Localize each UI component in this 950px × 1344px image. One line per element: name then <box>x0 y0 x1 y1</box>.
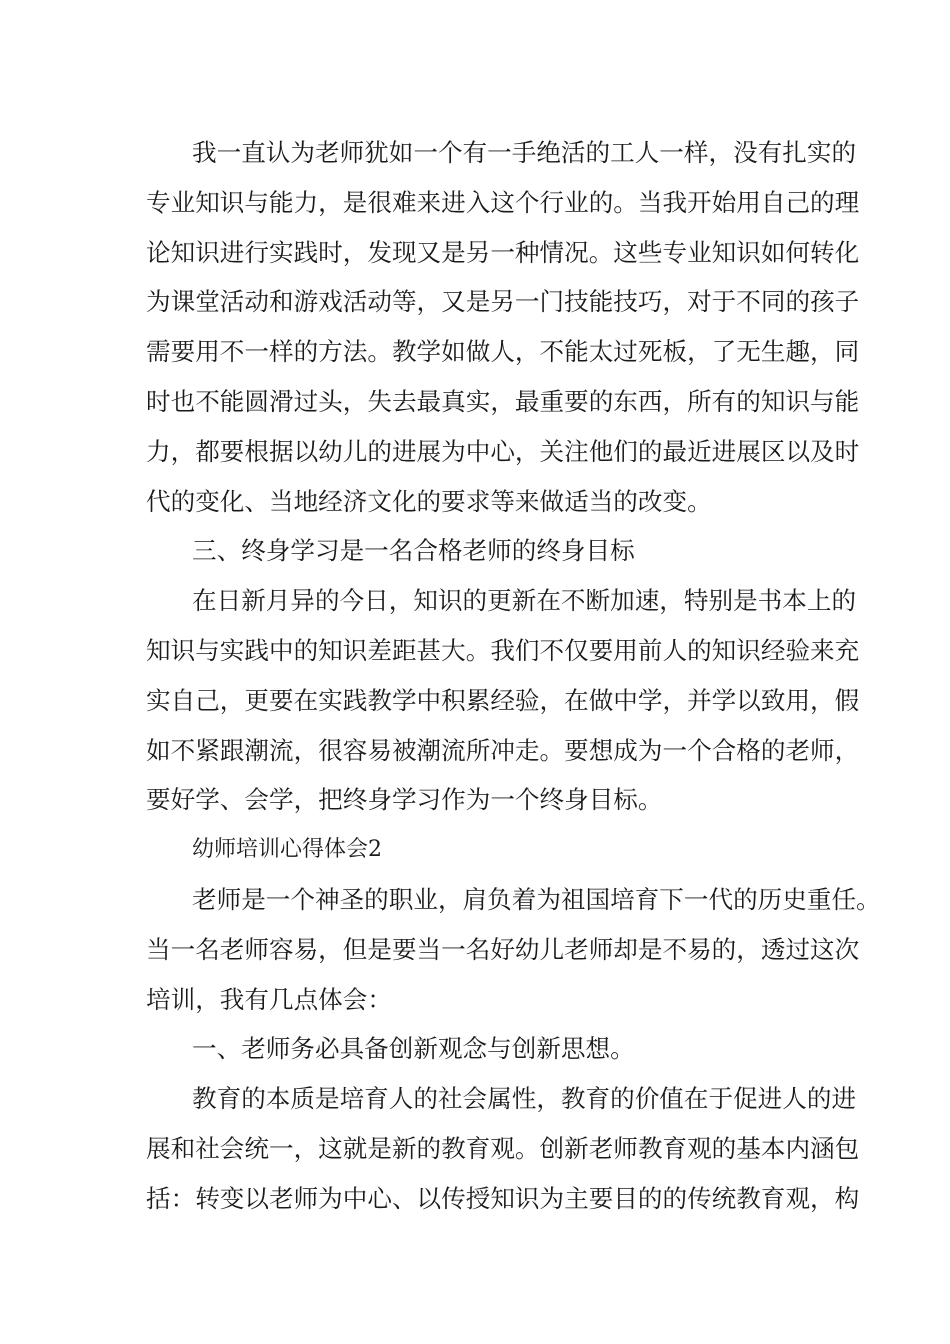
paragraph-line: 当一名老师容易，但是要当一名好幼儿老师却是不易的，透过这次 <box>146 934 860 964</box>
paragraph-line: 实自己，更要在实践教学中积累经验，在做中学，并学以致用，假 <box>146 685 860 715</box>
paragraph-line: 括：转变以老师为中心、以传授知识为主要目的的传统教育观，构 <box>146 1183 860 1213</box>
document-section-title: 幼师培训心得体会2 <box>192 837 382 863</box>
paragraph-line: 知识与实践中的知识差距甚大。我们不仅要用前人的知识经验来充 <box>146 635 860 665</box>
paragraph-line: 在日新月异的今日，知识的更新在不断加速，特别是书本上的 <box>192 586 857 616</box>
paragraph-line: 展和社会统一，这就是新的教育观。创新老师教育观的基本内涵包 <box>146 1133 860 1163</box>
paragraph-line: 为课堂活动和游戏活动等，又是另一门技能技巧，对于不同的孩子 <box>146 287 860 317</box>
paragraph-line: 论知识进行实践时，发现又是另一种情况。这些专业知识如何转化 <box>146 237 860 267</box>
paragraph-line: 培训，我有几点体会： <box>146 984 392 1014</box>
document-body <box>146 128 881 1224</box>
paragraph-line: 时也不能圆滑过头，失去最真实，最重要的东西，所有的知识与能 <box>146 386 860 416</box>
paragraph-line: 如不紧跟潮流，很容易被潮流所冲走。要想成为一个合格的老师， <box>146 735 860 765</box>
paragraph-line: 要好学、会学，把终身学习作为一个终身目标。 <box>146 785 663 815</box>
paragraph-line: 老师是一个神圣的职业，肩负着为祖国培育下一代的历史重任。 <box>192 884 881 914</box>
section-heading: 一、老师务必具备创新观念与创新思想。 <box>192 1034 635 1064</box>
paragraph-line: 教育的本质是培育人的社会属性，教育的价值在于促进人的进 <box>192 1084 857 1114</box>
paragraph-line: 专业知识与能力，是很难来进入这个行业的。当我开始用自己的理 <box>146 187 860 217</box>
paragraph-line: 力，都要根据以幼儿的进展为中心，关注他们的最近进展区以及时 <box>146 436 860 466</box>
paragraph-line: 需要用不一样的方法。教学如做人，不能太过死板，了无生趣，同 <box>146 337 860 367</box>
section-heading: 三、终身学习是一名合格老师的终身目标 <box>192 536 635 566</box>
paragraph-line: 代的变化、当地经济文化的要求等来做适当的改变。 <box>146 486 712 516</box>
paragraph-line: 我一直认为老师犹如一个有一手绝活的工人一样，没有扎实的 <box>192 138 857 167</box>
